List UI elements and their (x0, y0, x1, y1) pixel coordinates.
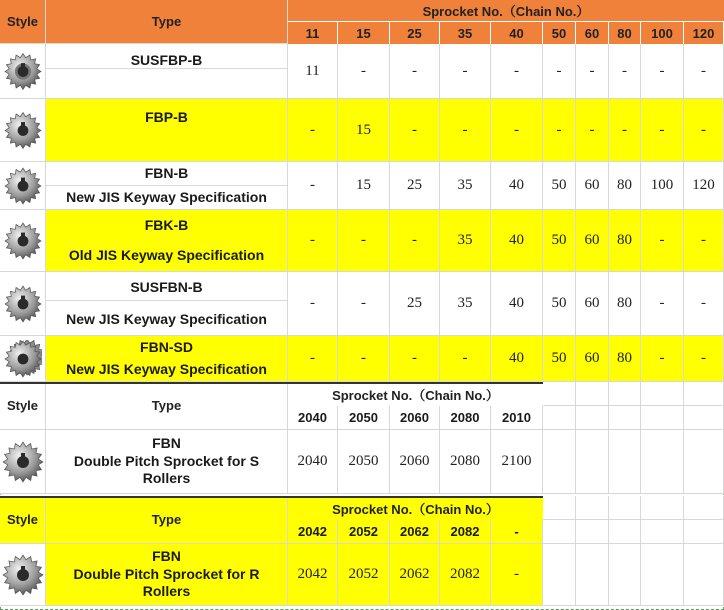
value-cell (491, 210, 543, 272)
empty-cell (684, 520, 724, 544)
value-cell (288, 430, 338, 494)
type-cell (46, 430, 288, 494)
value-text: - (589, 62, 595, 79)
value-text: 100 (650, 177, 674, 193)
empty-cell (543, 406, 576, 430)
value-text: 80 (617, 350, 632, 366)
value-cell (543, 210, 576, 272)
value-cell (491, 544, 543, 606)
chain-number-label: 11 (305, 25, 320, 41)
value-text: 2080 (450, 453, 480, 469)
value-text: 40 (509, 295, 524, 311)
value-cell (684, 162, 724, 210)
style-header-label: Style (6, 14, 39, 29)
type-cell (46, 544, 288, 606)
value-cell (288, 162, 338, 210)
value-text: 25 (407, 295, 422, 311)
type-divider (46, 68, 288, 69)
chain-number-header (491, 406, 543, 430)
chain-number-header (288, 22, 338, 44)
value-cell (390, 544, 440, 606)
sprocket-keyway-icon (4, 214, 42, 268)
value-cell (288, 44, 338, 99)
chain-number-label: 2082 (450, 524, 480, 539)
chain-number-header (641, 22, 684, 44)
value-text: - (659, 295, 665, 311)
empty-cell (543, 544, 576, 606)
type-header-label: Type (151, 14, 182, 29)
value-cell (440, 336, 491, 382)
type-subtitle: New JIS Keyway Specification (66, 188, 267, 205)
value-cell (491, 430, 543, 494)
section-divider (0, 382, 543, 384)
sprocket-header-label: Sprocket No.（Chain No.） (332, 501, 499, 517)
empty-cell (609, 520, 641, 544)
empty-cell (641, 430, 684, 494)
empty-cell (641, 544, 684, 606)
empty-cell (576, 544, 609, 606)
empty-cell (543, 382, 576, 406)
value-cell (543, 99, 576, 162)
type-header (46, 382, 288, 430)
sprocket-double-icon (4, 340, 42, 378)
value-text: 2050 (348, 453, 379, 469)
value-text: 50 (551, 295, 567, 311)
value-cell (390, 430, 440, 494)
value-text: - (659, 350, 665, 366)
value-cell (440, 430, 491, 494)
double-pitch-sprocket-r-icon (2, 548, 44, 602)
value-text: - (361, 295, 366, 311)
value-text: 60 (584, 177, 600, 193)
empty-cell (576, 430, 609, 494)
value-cell (543, 162, 576, 210)
value-text: - (659, 121, 665, 138)
chain-number-label: 100 (651, 25, 673, 41)
empty-cell (641, 520, 684, 544)
type-subtitle: Old JIS Keyway Specification (68, 247, 265, 263)
type-name: FBK-B (144, 216, 189, 233)
value-text: - (310, 232, 315, 248)
type-name: FBN (152, 548, 181, 565)
chain-number-header (491, 22, 543, 44)
value-cell (641, 210, 684, 272)
chain-number-header (288, 406, 338, 430)
value-text: 2062 (399, 566, 430, 582)
value-text: - (514, 62, 519, 79)
empty-cell (576, 406, 609, 430)
empty-cell (684, 544, 724, 606)
chain-number-label: 120 (692, 25, 715, 41)
style-header (0, 382, 46, 430)
value-cell (440, 544, 491, 606)
value-text: 80 (617, 177, 632, 193)
empty-cell (576, 520, 609, 544)
value-cell (338, 272, 390, 336)
chain-number-label: 35 (457, 25, 473, 41)
value-cell (609, 336, 641, 382)
value-text: 40 (509, 177, 524, 193)
style-header (0, 496, 46, 544)
value-cell (390, 99, 440, 162)
value-cell (491, 336, 543, 382)
sprocket-header (288, 496, 543, 520)
chain-number-header (338, 22, 390, 44)
chain-number-label: 80 (617, 25, 632, 41)
value-text: - (514, 121, 519, 138)
sprocket-bore-icon (4, 103, 42, 158)
chain-number-header (390, 406, 440, 430)
value-cell (641, 336, 684, 382)
value-text: - (622, 62, 627, 79)
value-text: 2060 (399, 453, 430, 469)
chain-number-header (390, 22, 440, 44)
value-text: 50 (551, 177, 567, 193)
value-cell (609, 272, 641, 336)
chain-number-label: 40 (509, 25, 524, 41)
value-text: 15 (356, 121, 371, 138)
chain-number-label: 2080 (450, 410, 480, 425)
value-cell (609, 162, 641, 210)
type-divider (46, 300, 288, 301)
chain-number-header (684, 22, 724, 44)
type-cell (46, 44, 288, 99)
empty-cell (609, 544, 641, 606)
chain-number-label: 2040 (298, 410, 327, 425)
value-text: - (589, 121, 595, 138)
type-subtitle: Double Pitch Sprocket for S Rollers (73, 452, 260, 487)
value-text: - (556, 62, 562, 79)
value-cell (390, 44, 440, 99)
empty-cell (543, 430, 576, 494)
empty-cell (641, 496, 684, 520)
type-cell (46, 210, 288, 272)
empty-cell (609, 430, 641, 494)
empty-cell (684, 496, 724, 520)
type-header-label: Type (151, 512, 182, 527)
chain-number-header (491, 520, 543, 544)
chain-number-header (440, 406, 491, 430)
empty-cell (543, 496, 576, 520)
chain-number-header (440, 520, 491, 544)
type-name: FBN-B (144, 165, 189, 181)
value-cell (609, 210, 641, 272)
value-cell (641, 272, 684, 336)
type-name: FBP-B (145, 109, 188, 126)
value-cell (288, 99, 338, 162)
value-text: 15 (356, 177, 371, 193)
value-text: 2040 (297, 453, 328, 469)
value-cell (288, 544, 338, 606)
value-cell (684, 44, 724, 99)
value-text: - (310, 350, 315, 366)
type-name: FBN-SD (140, 338, 193, 355)
value-cell (440, 99, 491, 162)
value-text: - (412, 62, 417, 79)
empty-cell (684, 382, 724, 406)
value-cell (491, 162, 543, 210)
value-text: 80 (617, 295, 632, 311)
value-text: - (659, 62, 665, 79)
value-cell (390, 210, 440, 272)
chain-number-label: 15 (356, 25, 371, 41)
sprocket-hub-icon (4, 48, 42, 95)
type-name: SUSFBP-B (130, 52, 203, 69)
value-text: 40 (509, 350, 524, 366)
value-text: 2052 (348, 566, 379, 582)
value-cell (338, 162, 390, 210)
section-divider (0, 496, 543, 498)
value-cell (440, 162, 491, 210)
value-cell (684, 272, 724, 336)
value-cell (543, 44, 576, 99)
chain-number-header (288, 520, 338, 544)
chain-number-header (390, 520, 440, 544)
value-cell (390, 162, 440, 210)
value-text: 35 (457, 177, 473, 193)
chain-number-header (543, 22, 576, 44)
double-pitch-sprocket-icon (2, 434, 44, 490)
value-cell (440, 44, 491, 99)
value-cell (338, 44, 390, 99)
value-cell (338, 544, 390, 606)
value-cell (576, 44, 609, 99)
empty-cell (684, 430, 724, 494)
value-cell (491, 99, 543, 162)
type-header-label: Type (151, 398, 182, 413)
value-cell (684, 336, 724, 382)
value-text: - (701, 350, 706, 366)
chain-number-header (440, 22, 491, 44)
chain-number-label: 2052 (349, 524, 378, 539)
value-text: 60 (584, 350, 600, 366)
value-cell (288, 336, 338, 382)
empty-cell (543, 520, 576, 544)
value-text: - (556, 121, 562, 138)
chain-number-label: 2010 (502, 410, 531, 425)
value-cell (609, 99, 641, 162)
value-text: 50 (551, 350, 567, 366)
chain-number-label: 60 (584, 25, 600, 41)
style-header (0, 0, 46, 44)
type-name: FBN (152, 435, 181, 452)
style-header-label: Style (6, 398, 39, 413)
type-cell (46, 336, 288, 382)
value-cell (641, 99, 684, 162)
value-cell (288, 210, 338, 272)
chain-number-label: 25 (407, 25, 422, 41)
value-text: 60 (584, 232, 600, 248)
empty-cell (576, 382, 609, 406)
value-text: 50 (551, 232, 567, 248)
sprocket-header-label: Sprocket No.（Chain No.） (422, 4, 590, 19)
chain-number-label: - (514, 524, 519, 539)
value-cell (609, 44, 641, 99)
value-text: - (701, 295, 706, 311)
type-header (46, 0, 288, 44)
empty-cell (609, 496, 641, 520)
type-header (46, 496, 288, 544)
value-cell (440, 272, 491, 336)
value-text: - (361, 232, 366, 248)
value-cell (491, 44, 543, 99)
value-text: 2042 (297, 566, 328, 582)
value-text: 25 (407, 177, 422, 193)
value-cell (576, 99, 609, 162)
sprocket-header (288, 382, 543, 406)
chain-number-label: 2042 (298, 524, 327, 539)
value-text: - (462, 121, 468, 138)
type-subtitle: New JIS Keyway Specification (66, 361, 267, 377)
value-text: 80 (617, 232, 632, 248)
value-text: 40 (509, 232, 524, 248)
chain-number-header (609, 22, 641, 44)
empty-cell (609, 406, 641, 430)
value-text: 35 (457, 295, 473, 311)
value-text: - (701, 62, 706, 79)
value-cell (576, 210, 609, 272)
value-cell (684, 99, 724, 162)
value-cell (338, 430, 390, 494)
chain-number-header (576, 22, 609, 44)
empty-cell (576, 496, 609, 520)
value-text: - (701, 121, 706, 138)
value-cell (576, 162, 609, 210)
empty-cell (641, 406, 684, 430)
value-text: - (412, 350, 417, 366)
type-subtitle: Double Pitch Sprocket for R Rollers (73, 565, 260, 600)
chain-number-label: 2062 (400, 524, 429, 539)
value-cell (543, 336, 576, 382)
type-subtitle: New JIS Keyway Specification (66, 310, 267, 327)
type-name: SUSFBN-B (130, 279, 203, 295)
empty-cell (609, 382, 641, 406)
value-text: - (659, 232, 665, 248)
sprocket-stainless-icon (4, 276, 42, 332)
value-text: - (361, 350, 366, 366)
value-text: 35 (457, 232, 473, 248)
sprocket-header (288, 0, 724, 22)
value-cell (543, 272, 576, 336)
empty-cell (684, 406, 724, 430)
value-text: - (462, 350, 468, 366)
value-cell (684, 210, 724, 272)
value-text: 120 (692, 177, 715, 193)
value-text: 11 (305, 62, 320, 79)
value-cell (641, 44, 684, 99)
type-cell (46, 162, 288, 210)
value-text: - (462, 62, 468, 79)
value-cell (338, 336, 390, 382)
value-cell (338, 210, 390, 272)
value-text: 60 (584, 295, 600, 311)
value-cell (390, 272, 440, 336)
value-text: - (361, 62, 366, 79)
value-cell (576, 272, 609, 336)
value-cell (440, 210, 491, 272)
value-cell (390, 336, 440, 382)
chain-number-header (338, 520, 390, 544)
value-cell (338, 99, 390, 162)
empty-cell (641, 382, 684, 406)
value-cell (288, 272, 338, 336)
sprocket-keyway-icon (4, 166, 42, 206)
value-cell (641, 162, 684, 210)
value-text: - (310, 295, 315, 311)
value-text: 2100 (501, 453, 532, 469)
value-text: - (310, 121, 315, 138)
chain-number-label: 50 (551, 25, 567, 41)
chain-number-label: 2050 (349, 410, 378, 425)
type-divider (46, 185, 288, 186)
value-cell (491, 272, 543, 336)
chain-number-header (338, 406, 390, 430)
value-text: - (701, 232, 706, 248)
value-text: - (514, 566, 519, 582)
value-text: - (412, 232, 417, 248)
sprocket-header-label: Sprocket No.（Chain No.） (332, 387, 499, 403)
value-cell (576, 336, 609, 382)
value-text: - (412, 121, 417, 138)
chain-number-label: 2060 (400, 410, 429, 425)
value-text: 2082 (450, 566, 480, 582)
type-cell (46, 99, 288, 162)
value-text: - (310, 177, 315, 193)
style-header-label: Style (6, 512, 39, 527)
value-text: - (622, 121, 627, 138)
type-cell (46, 272, 288, 336)
